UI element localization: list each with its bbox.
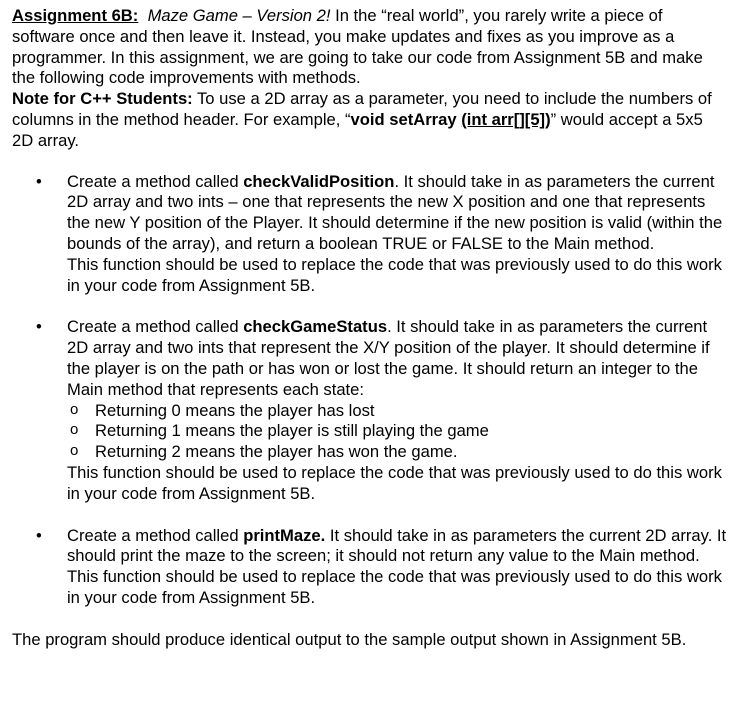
- item-desc-text: . It should take in as parameters the current 2D array and two ints – one that represents the new X position and one that represents the new Y position of the Player. It should determine if the new position is valid (within the bounds of the array), and return a boolean TRUE or FALSE to the Main method.: [67, 171, 723, 253]
- assignment-label: Assignment 6B:: [12, 6, 139, 25]
- list-item-check-valid-position: [12, 172, 727, 297]
- note-text-1: To use a 2D array as a parameter, you need to include the numbers of columns in the method header. For example, “: [12, 89, 712, 129]
- circle-bullet-icon: o: [70, 400, 79, 418]
- sub-item-return-2: [67, 442, 727, 463]
- method-name: checkGameStatus: [243, 317, 388, 337]
- list-item-print-maze: [12, 526, 727, 609]
- circle-bullet-icon: o: [70, 442, 79, 460]
- item-prefix: Create a method called: [67, 317, 244, 337]
- list-item-check-game-status: [12, 317, 727, 504]
- note-code-1: void setArray: [350, 109, 462, 129]
- intro-text: In the “real world”, you rarely write a piece of software once and then leave it. Instead, you make updates and fixes as you improve as a programmer. In this assignment, we are going to take our code from Assignment 5B and make the following code improvements with methods.: [12, 6, 703, 88]
- note-label: Note for C++ Students:: [12, 89, 193, 109]
- bullet-icon: •: [36, 525, 42, 545]
- note-text-2: ” would accept a 5x5 2D array.: [12, 109, 703, 150]
- item-replace-note: This function should be used to replace the code that was previously used to do this work in your code from Assignment 5B.: [67, 254, 722, 295]
- note-paragraph: [12, 89, 727, 151]
- item-description: [67, 317, 727, 400]
- sub-item-text: Returning 1 means the player is still playing the game: [95, 421, 489, 441]
- return-values-list: [67, 401, 727, 463]
- item-description: [67, 172, 727, 255]
- item-description: [67, 526, 727, 568]
- item-prefix: Create a method called: [67, 171, 244, 191]
- bullet-icon: •: [36, 171, 42, 191]
- sub-item-text: Returning 0 means the player has lost: [95, 400, 375, 420]
- item-replace-note: This function should be used to replace the code that was previously used to do this work in your code from Assignment 5B.: [67, 567, 722, 607]
- note-code-2: (int arr[][5]): [461, 109, 551, 129]
- method-name: checkValidPosition: [243, 171, 395, 191]
- sub-item-return-1: [67, 421, 727, 442]
- item-desc-text: . It should take in as parameters the current 2D array and two ints that represent the X/Y position of the player. It should determine if the player is on the path or has won or lost the game. It should return an integer to the Main method that represents each state:: [67, 317, 710, 399]
- item-desc-text: It should take in as parameters the current 2D array. It should print the maze to the screen; it should not return any value to the Main method.: [67, 525, 727, 566]
- method-name: printMaze.: [243, 525, 326, 545]
- item-replace-note: This function should be used to replace the code that was previously used to do this work in your code from Assignment 5B.: [67, 462, 722, 503]
- assignment-title: Maze Game – Version 2!: [147, 6, 331, 25]
- circle-bullet-icon: o: [70, 421, 79, 439]
- sub-item-text: Returning 2 means the player has won the game.: [95, 442, 458, 462]
- closing-paragraph: The program should produce identical output to the sample output shown in Assignment 5B.: [12, 629, 687, 649]
- item-prefix: Create a method called: [67, 525, 244, 545]
- bullet-icon: •: [36, 317, 42, 337]
- sub-item-return-0: [67, 401, 727, 422]
- requirements-list: [12, 172, 727, 609]
- intro-paragraph: [12, 6, 727, 89]
